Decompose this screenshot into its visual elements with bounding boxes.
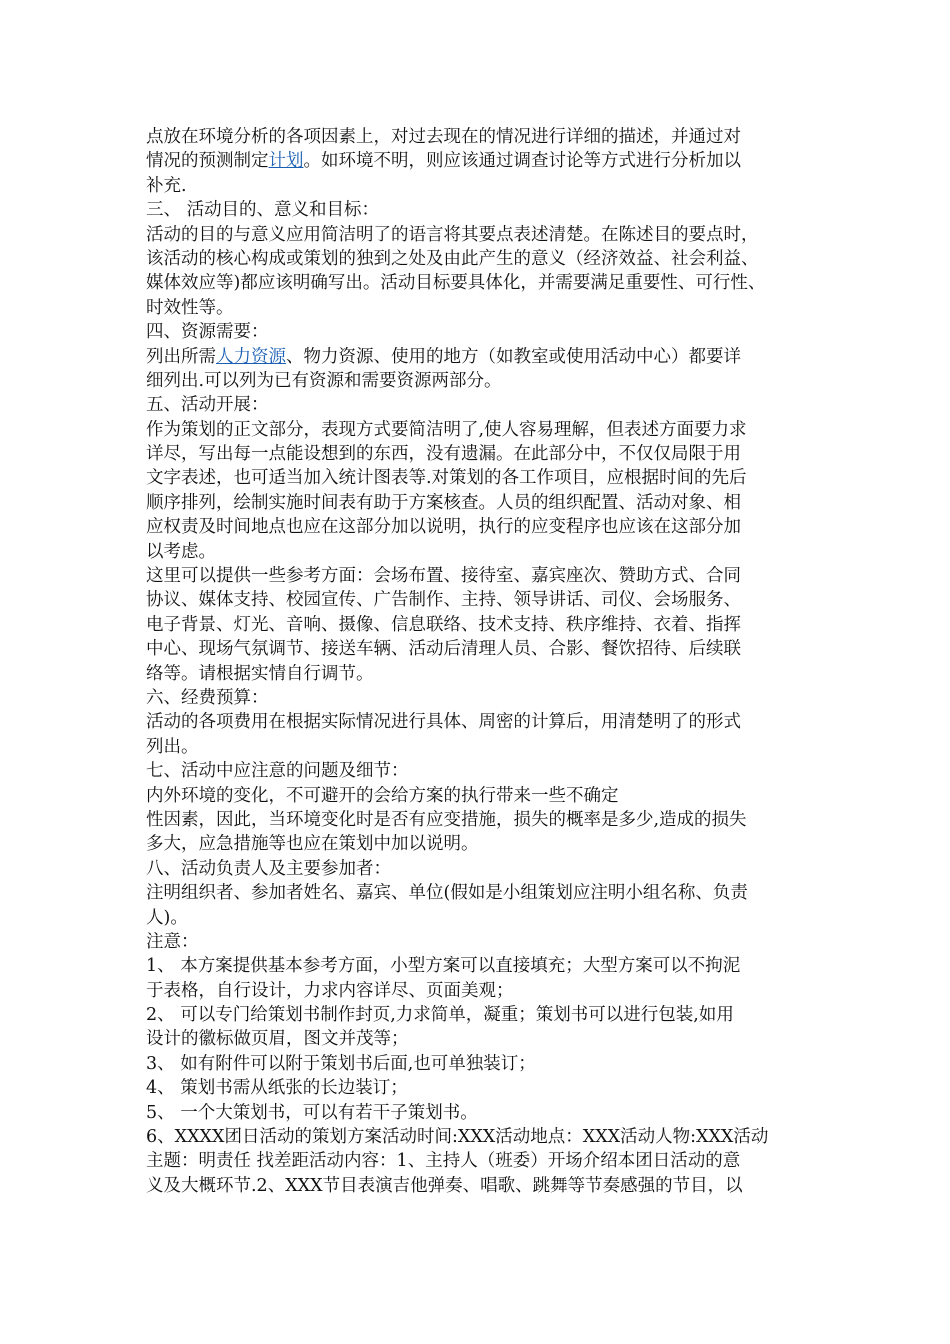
text-segment: 6、XXXX团日活动的策划方案活动时间:XXX活动地点：XXX活动人物:XXX活动 xyxy=(146,1127,769,1148)
text-segment: 三、 活动目的、意义和目标： xyxy=(146,200,380,221)
text-segment: 四、资源需要： xyxy=(146,322,269,343)
text-line xyxy=(146,198,826,222)
text-segment: 多大，应急措施等也应在策划中加以说明。 xyxy=(146,834,479,855)
text-segment: 3、 如有附件可以附于策划书后面,也可单独装订； xyxy=(146,1053,536,1074)
text-segment: 情况的预测制定 xyxy=(146,151,269,172)
text-line xyxy=(146,442,826,466)
text-segment: 文字表述，也可适当加入统计图表等.对策划的各工作项目，应根据时间的先后 xyxy=(146,468,747,489)
text-line xyxy=(146,223,826,247)
text-segment: 作为策划的正文部分，表现方式要简洁明了,使人容易理解，但表述方面要力求 xyxy=(146,419,747,440)
text-segment: 顺序排列，绘制实施时间表有助于方案核查。人员的组织配置、活动对象、相 xyxy=(146,492,741,513)
text-segment: 列出。 xyxy=(146,736,199,757)
text-segment: 。如环境不明，则应该通过调查讨论等方式进行分析加以 xyxy=(303,151,741,172)
text-segment: 以考虑。 xyxy=(146,541,216,562)
text-line xyxy=(146,637,826,661)
text-line xyxy=(146,1027,826,1051)
text-line xyxy=(146,759,826,783)
text-line xyxy=(146,906,826,930)
text-line xyxy=(146,125,826,149)
text-line xyxy=(146,564,826,588)
text-line xyxy=(146,1174,826,1198)
text-segment: 5、 一个大策划书，可以有若干子策划书。 xyxy=(146,1102,478,1123)
text-line xyxy=(146,491,826,515)
document-body xyxy=(146,125,826,1198)
text-segment: 设计的徽标做页眉，图文并茂等； xyxy=(146,1029,409,1050)
inline-link[interactable]: 计划 xyxy=(268,151,304,172)
text-segment: 4、 策划书需从纸张的长边装订； xyxy=(146,1078,408,1099)
text-segment: 性因素，因此，当环境变化时是否有应变措施，损失的概率是多少,造成的损失 xyxy=(146,809,747,830)
text-segment: 注意： xyxy=(146,931,199,952)
text-segment: 五、活动开展： xyxy=(146,395,269,416)
text-line xyxy=(146,979,826,1003)
text-segment: 七、活动中应注意的问题及细节： xyxy=(146,761,409,782)
text-line xyxy=(146,296,826,320)
text-segment: 人)。 xyxy=(146,907,188,928)
text-line xyxy=(146,515,826,539)
text-segment: 这里可以提供一些参考方面：会场布置、接待室、嘉宾座次、赞助方式、合同 xyxy=(146,566,741,587)
text-line xyxy=(146,1076,826,1100)
text-line xyxy=(146,1052,826,1076)
text-segment: 2、 可以专门给策划书制作封页,力求简单，凝重；策划书可以进行包装,如用 xyxy=(146,1005,734,1026)
text-line xyxy=(146,588,826,612)
text-segment: 细列出.可以列为已有资源和需要资源两部分。 xyxy=(146,370,502,391)
text-segment: 列出所需 xyxy=(146,346,216,367)
text-line xyxy=(146,930,826,954)
text-line xyxy=(146,613,826,637)
text-segment: 八、活动负责人及主要参加者： xyxy=(146,858,391,879)
text-segment: 中心、现场气氛调节、接送车辆、活动后清理人员、合影、餐饮招待、后续联 xyxy=(146,639,741,660)
text-line xyxy=(146,418,826,442)
text-segment: 注明组织者、参加者姓名、嘉宾、单位(假如是小组策划应注明小组名称、负责 xyxy=(146,883,748,904)
text-line xyxy=(146,784,826,808)
text-line xyxy=(146,686,826,710)
text-segment: 应权责及时间地点也应在这部分加以说明，执行的应变程序也应该在这部分加 xyxy=(146,517,741,538)
text-segment: 点放在环境分析的各项因素上，对过去现在的情况进行详细的描述，并通过对 xyxy=(146,127,741,147)
text-segment: 1、 本方案提供基本参考方面，小型方案可以直接填充；大型方案可以不拘泥 xyxy=(146,956,741,977)
text-segment: 六、经费预算： xyxy=(146,687,269,708)
text-line xyxy=(146,271,826,295)
text-line xyxy=(146,540,826,564)
text-line xyxy=(146,345,826,369)
text-segment: 媒体效应等)都应该明确写出。活动目标要具体化，并需要满足重要性、可行性、 xyxy=(146,273,766,294)
text-line xyxy=(146,466,826,490)
text-line xyxy=(146,369,826,393)
text-line xyxy=(146,149,826,173)
text-line xyxy=(146,247,826,271)
text-line xyxy=(146,393,826,417)
text-line xyxy=(146,320,826,344)
text-line xyxy=(146,1149,826,1173)
text-line xyxy=(146,954,826,978)
text-segment: 、物力资源、使用的地方（如教室或使用活动中心）都要详 xyxy=(286,346,741,367)
text-line xyxy=(146,832,826,856)
text-segment: 络等。请根据实情自行调节。 xyxy=(146,663,374,684)
text-segment: 内外环境的变化，不可避开的会给方案的执行带来一些不确定 xyxy=(146,785,619,806)
text-segment: 义及大概环节.2、XXX节目表演吉他弹奏、唱歌、跳舞等节奏感强的节目，以 xyxy=(146,1175,743,1196)
text-segment: 时效性等。 xyxy=(146,297,234,318)
text-line xyxy=(146,1125,826,1149)
text-segment: 补充. xyxy=(146,175,187,196)
text-segment: 活动的各项费用在根据实际情况进行具体、周密的计算后，用清楚明了的形式 xyxy=(146,712,741,733)
text-segment: 详尽，写出每一点能设想到的东西，没有遗漏。在此部分中，不仅仅局限于用 xyxy=(146,444,741,465)
text-line xyxy=(146,857,826,881)
text-line xyxy=(146,735,826,759)
text-line xyxy=(146,1003,826,1027)
text-segment: 该活动的核心构成或策划的独到之处及由此产生的意义（经济效益、社会利益、 xyxy=(146,248,759,269)
text-line xyxy=(146,174,826,198)
inline-link[interactable]: 人力资源 xyxy=(216,346,286,367)
text-segment: 主题：明责任 找差距活动内容：1、主持人（班委）开场介绍本团日活动的意 xyxy=(146,1151,741,1172)
text-line xyxy=(146,881,826,905)
text-line xyxy=(146,808,826,832)
text-segment: 电子背景、灯光、音响、摄像、信息联络、技术支持、秩序维持、衣着、指挥 xyxy=(146,614,741,635)
text-segment: 于表格，自行设计，力求内容详尽、页面美观； xyxy=(146,980,514,1001)
text-line xyxy=(146,1101,826,1125)
text-segment: 活动的目的与意义应用简洁明了的语言将其要点表述清楚。在陈述目的要点时， xyxy=(146,224,759,245)
text-line xyxy=(146,710,826,734)
text-segment: 协议、媒体支持、校园宣传、广告制作、主持、领导讲话、司仪、会场服务、 xyxy=(146,590,741,611)
text-line xyxy=(146,662,826,686)
